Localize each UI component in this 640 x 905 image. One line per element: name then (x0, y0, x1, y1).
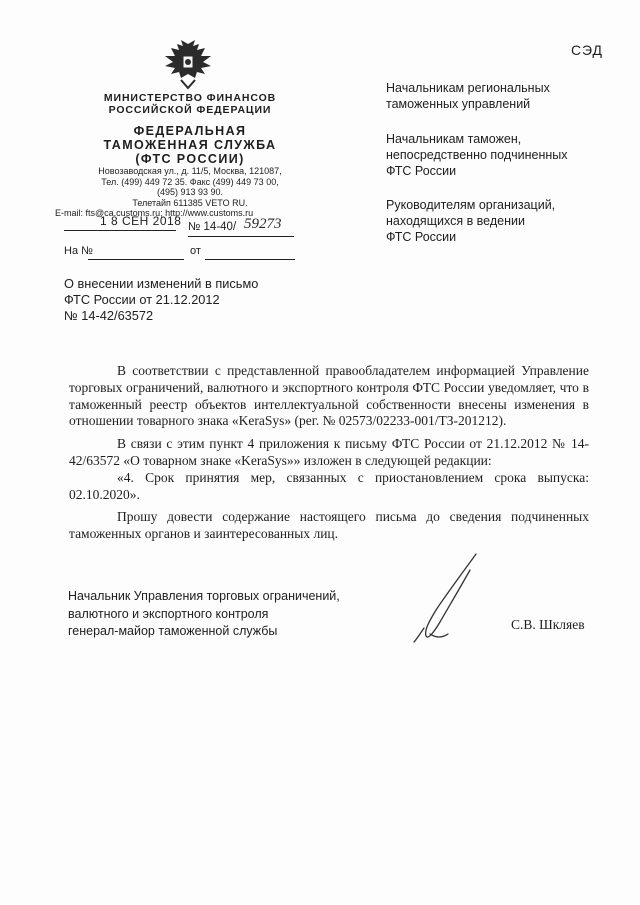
sed-mark: СЭД (571, 42, 604, 58)
addressee-1 (386, 80, 626, 112)
body-paragraph: «4. Срок принятия мер, связанных с приостановлением срока выпуска: 02.10.2020». (69, 469, 589, 502)
signer-title-line: валютного и экспортного контроля (68, 606, 269, 621)
reference-number-underline (88, 259, 184, 260)
registration-date-stamp: 1 8 СЕН 2018 (100, 214, 182, 228)
service-line-2: ТАМОЖЕННАЯ СЛУЖБА (103, 138, 277, 152)
reference-from-label: от (190, 245, 201, 257)
contact-block (55, 166, 317, 219)
addressee-line: Начальникам региональных (386, 81, 550, 95)
body-paragraph: В связи с этим пункт 4 приложения к письму ФТС России от 21.12.2012 № 14-42/63572 «О товарном знаке «KeraSys»» изложен в следующей редакции: (69, 436, 589, 468)
letterhead (40, 92, 340, 166)
registration-number-prefix: № 14-40/ (188, 221, 237, 233)
addressee-line: ФТС России (386, 230, 457, 244)
addressee-line: Руководителям организаций, (386, 198, 556, 212)
body-paragraph: Прошу довести содержание настоящего письма до сведения подчиненных таможенных органов и заинтересованных лиц. (69, 509, 589, 542)
phone-line: Тел. (499) 449 72 35. Факс (499) 449 73 00, (101, 176, 279, 187)
letter-body (69, 363, 589, 543)
address-line: Новозаводская ул., д. 11/5, Москва, 121087, (98, 166, 282, 176)
addressee-line: Начальникам таможен, (386, 132, 522, 146)
signer-name: С.В. Шкляев (511, 617, 585, 632)
reference-number-label: На № (64, 245, 93, 257)
addressee-line: непосредственно подчиненных (386, 148, 568, 162)
addressee-line: ФТС России (386, 164, 457, 178)
subject-line: О внесении изменений в письмо (64, 276, 259, 291)
subject-line: № 14-42/63572 (64, 308, 154, 323)
service-line-1: ФЕДЕРАЛЬНАЯ (133, 124, 247, 138)
reference-date-underline (205, 259, 295, 260)
signer-title-line: Начальник Управления торговых ограничений, (68, 589, 340, 603)
body-paragraph: В соответствии с представленной правообладателем информацией Управление торговых ограничений, валютного и экспортного контроля ФТС России уведомляет, что в таможенный реестр объектов интеллектуальной собственности внесены изменения в отношении товарного знака «KeraSys» (рег. № 02573/02233-001/ТЗ-201212). (69, 363, 589, 429)
number-underline (188, 236, 294, 237)
subject-line: ФТС России от 21.12.2012 (64, 292, 220, 307)
registration-number-handwritten: 59273 (244, 216, 282, 232)
service-line-3: (ФТС РОССИИ) (135, 152, 245, 166)
ministry-line-2: РОССИЙСКОЙ ФЕДЕРАЦИИ (108, 104, 272, 116)
addressee-2 (386, 131, 626, 179)
signer-title-line: генерал-майор таможенной службы (68, 624, 278, 638)
date-underline (64, 230, 176, 231)
addressee-line: таможенных управлений (386, 97, 531, 111)
addressee-3 (386, 197, 626, 245)
teletype-line: Телетайп 611385 VETO RU. (132, 197, 248, 208)
signer-title (68, 588, 388, 641)
phone-line-2: (495) 913 93 90. (156, 187, 224, 197)
coat-of-arms-emblem (159, 38, 217, 90)
email-line: E-mail: fts@ca.customs.ru; http://www.customs.ru (55, 208, 254, 218)
handwritten-signature (396, 548, 496, 648)
ministry-line-1: МИНИСТЕРСТВО ФИНАНСОВ (103, 92, 277, 104)
addressee-line: находящихся в ведении (386, 214, 525, 228)
letter-subject (64, 276, 324, 324)
